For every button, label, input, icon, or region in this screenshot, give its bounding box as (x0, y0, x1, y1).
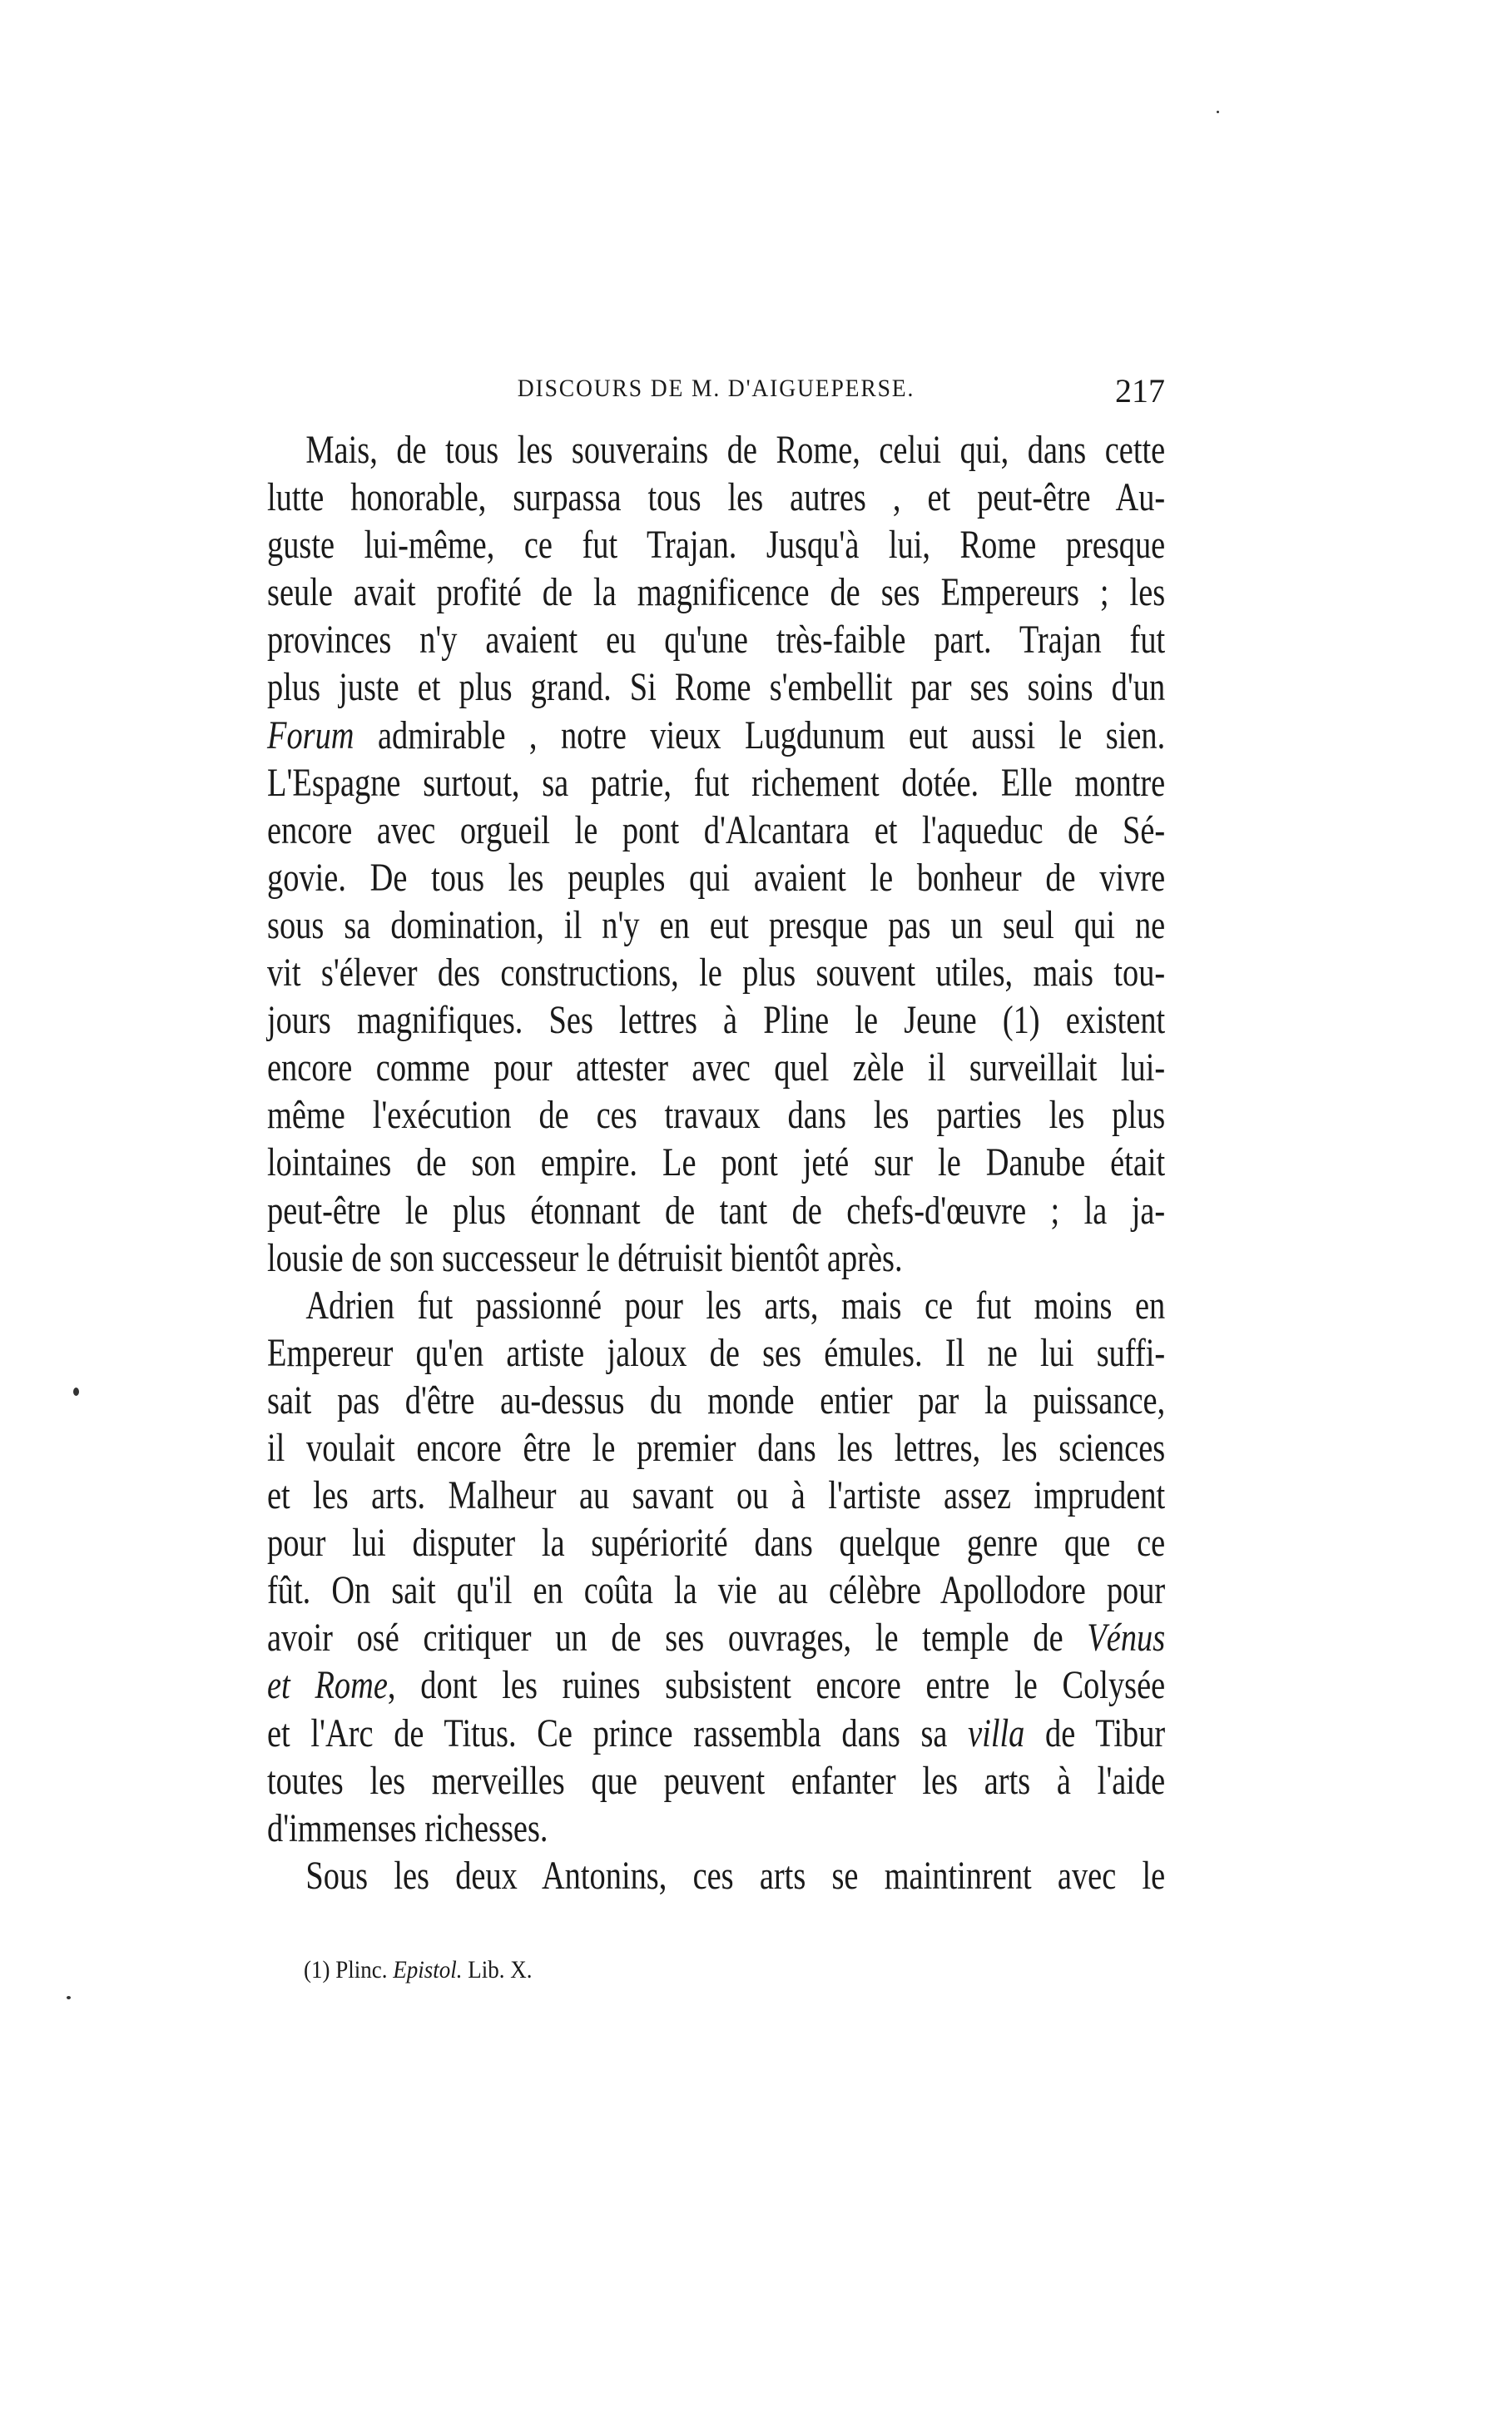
italic-text: Forum (267, 713, 354, 757)
text-line (267, 712, 1165, 759)
text-line (267, 1044, 1165, 1091)
text-line (267, 1091, 1165, 1139)
line-text: lousie de son successeur le détruisit bientôt après. (267, 1235, 903, 1280)
text-line (267, 854, 1165, 901)
text-line (267, 616, 1165, 663)
line-text: il voulait encore être le premier dans les lettres, les sciences (267, 1425, 1166, 1470)
line-text: encore avec orgueil le pont d'Alcantara et l'aqueduc de Sé- (267, 807, 1166, 852)
line-text: avoir osé critiquer un de ses ouvrages, le temple de (267, 1616, 1088, 1661)
body-text (267, 426, 1165, 1899)
line-text: pour lui disputer la supériorité dans quelque genre que ce (267, 1521, 1166, 1566)
text-line (267, 1139, 1165, 1186)
line-text: toutes les merveilles que peuvent enfanter les arts à l'aide (267, 1758, 1166, 1803)
text-line (267, 1377, 1165, 1424)
text-line (267, 901, 1165, 949)
running-header (267, 371, 1165, 410)
line-text: sous sa domination, il n'y en eut presque pas un seul qui ne (267, 902, 1166, 947)
text-line (267, 1614, 1165, 1661)
line-text: admirable , notre vieux Lugdunum eut aussi le sien. (354, 713, 1166, 757)
text-line (267, 1710, 1165, 1757)
text-line (267, 1234, 1165, 1282)
speck (73, 1388, 79, 1396)
italic-text: et Rome (267, 1663, 388, 1708)
speck (1217, 111, 1219, 113)
footnote-italic: Epistol. (393, 1956, 463, 1984)
speck (67, 1996, 71, 1999)
text-line (267, 949, 1165, 996)
text-line (267, 759, 1165, 807)
footnote-text-end: Lib. X. (462, 1956, 533, 1984)
line-text: lutte honorable, surpassa tous les autres , et peut-être Au- (267, 475, 1166, 520)
line-text: Mais, de tous les souverains de Rome, celui qui, dans cette (305, 428, 1166, 472)
text-line (267, 1329, 1165, 1377)
footnote-marker: (1) (304, 1956, 336, 1984)
text-line (267, 426, 1165, 474)
text-line (267, 569, 1165, 616)
line-text: et les arts. Malheur au savant ou à l'artiste assez imprudent (267, 1473, 1166, 1518)
text-line (267, 521, 1165, 569)
running-title: DISCOURS DE M. D'AIGUEPERSE. (517, 375, 915, 402)
text-line (267, 1282, 1165, 1329)
line-text: guste lui-même, ce fut Trajan. Jusqu'à lui, Rome presque (267, 523, 1166, 568)
line-text: Empereur qu'en artiste jaloux de ses émules. Il ne lui suffi- (267, 1330, 1166, 1375)
text-line (267, 807, 1165, 854)
line-text: vit s'élever des constructions, le plus souvent utiles, mais tou- (267, 951, 1166, 996)
line-text: même l'exécution de ces travaux dans les parties les plus (267, 1093, 1166, 1138)
line-text: seule avait profité de la magnificence de ses Empereurs ; les (267, 570, 1166, 615)
text-line (267, 474, 1165, 521)
line-text: d'immenses richesses. (267, 1805, 548, 1850)
text-line (267, 1519, 1165, 1567)
line-text: et l'Arc de Titus. Ce prince rassembla dans sa (267, 1710, 969, 1755)
line-text: lointaines de son empire. Le pont jeté sur le Danube était (267, 1140, 1166, 1185)
italic-text: Vénus (1087, 1616, 1166, 1661)
text-line (267, 1187, 1165, 1234)
line-text: Sous les deux Antonins, ces arts se maintinrent avec le (305, 1853, 1166, 1898)
page-number: 217 (1115, 372, 1165, 410)
text-line (267, 1472, 1165, 1519)
line-text: peut-être le plus étonnant de tant de chefs-d'œuvre ; la ja- (267, 1188, 1166, 1233)
text-line (267, 1805, 1165, 1852)
line-text: jours magnifiques. Ses lettres à Pline le Jeune (1) existent (267, 998, 1166, 1043)
text-line (267, 1757, 1165, 1805)
line-text: fût. On sait qu'il en coûta la vie au célèbre Apollodore pour (267, 1568, 1166, 1613)
footnote (304, 1956, 533, 1984)
text-line (267, 996, 1165, 1044)
line-text: , dont les ruines subsistent encore entre le Colysée (387, 1663, 1166, 1708)
text-line (267, 1661, 1165, 1709)
text-line (267, 1567, 1165, 1614)
text-line (267, 663, 1165, 711)
line-text: L'Espagne surtout, sa patrie, fut richement dotée. Elle montre (267, 760, 1166, 805)
footnote-text: Plinc. (335, 1956, 394, 1984)
line-text: govie. De tous les peuples qui avaient le bonheur de vivre (267, 855, 1166, 900)
line-text: encore comme pour attester avec quel zèle il surveillait lui- (267, 1045, 1166, 1090)
line-text: sait pas d'être au-dessus du monde entier par la puissance, (267, 1378, 1166, 1423)
line-text: de Tibur (1024, 1710, 1166, 1755)
line-text: Adrien fut passionné pour les arts, mais ce fut moins en (305, 1283, 1166, 1328)
italic-text: villa (968, 1710, 1025, 1755)
line-text: provinces n'y avaient eu qu'une très-faible part. Trajan fut (267, 618, 1166, 663)
line-text: plus juste et plus grand. Si Rome s'embellit par ses soins d'un (267, 665, 1166, 710)
text-line (267, 1424, 1165, 1472)
text-line (267, 1852, 1165, 1899)
